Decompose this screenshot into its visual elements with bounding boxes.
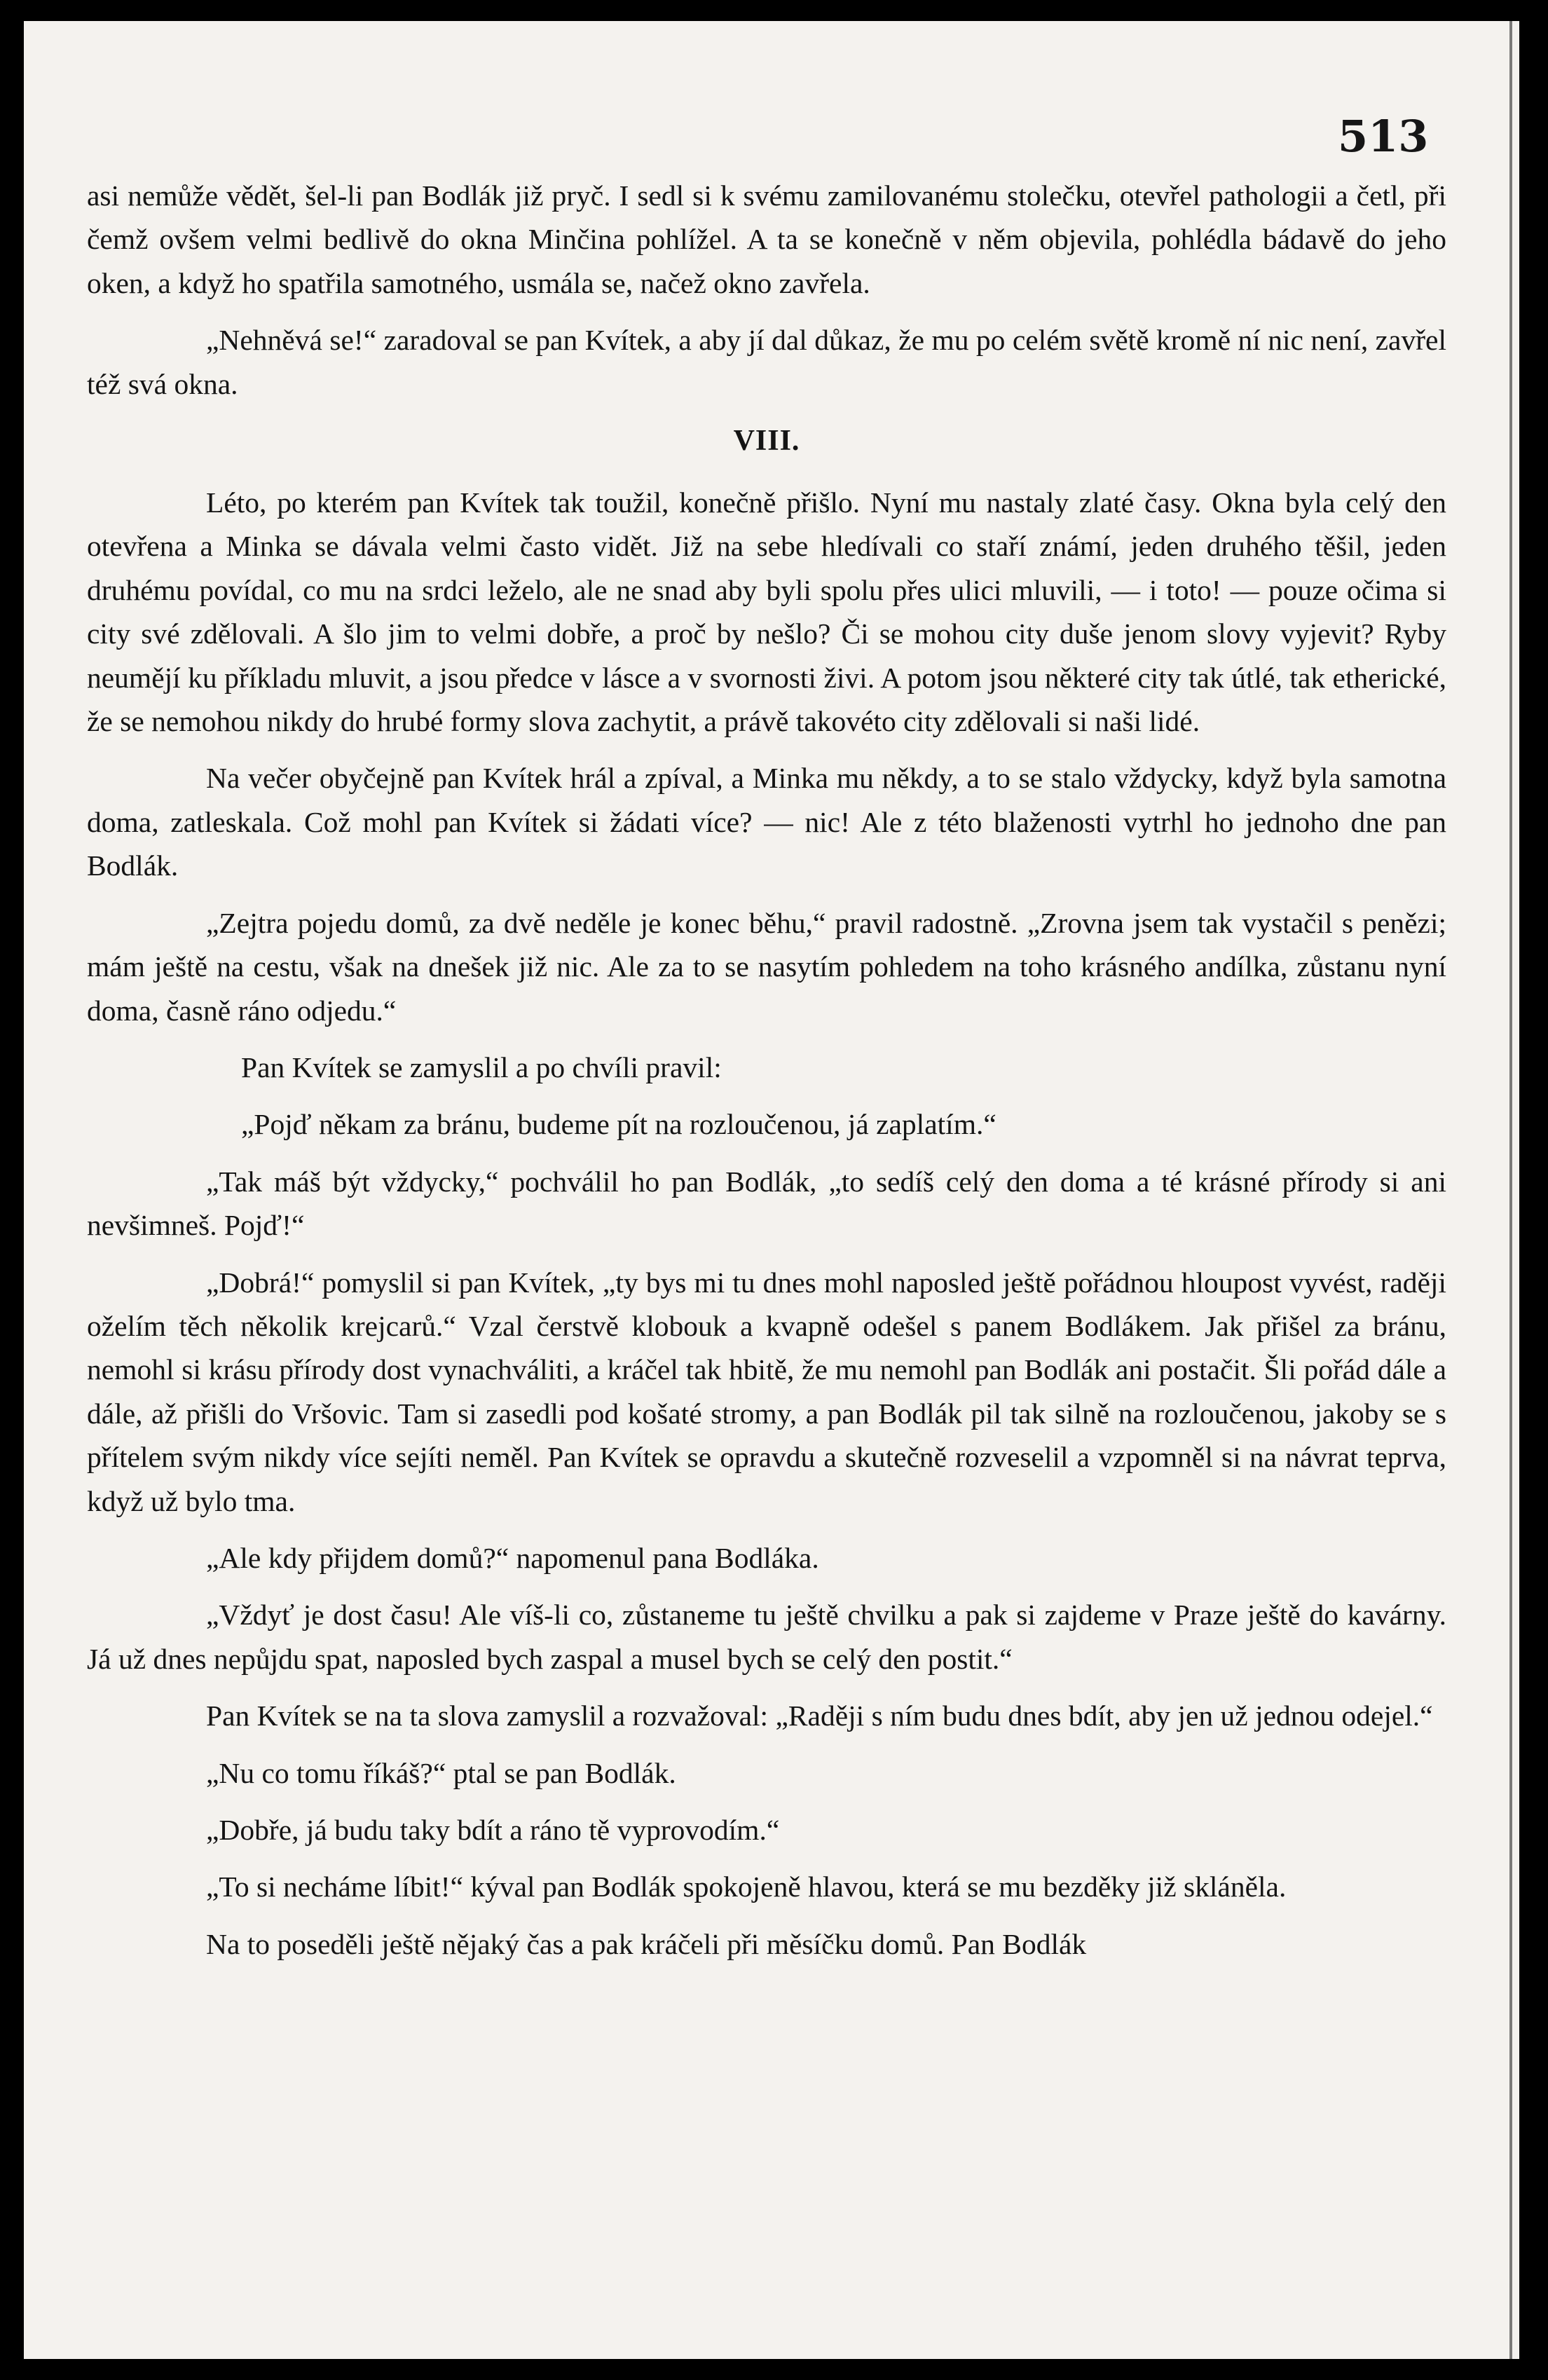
paragraph: Na večer obyčejně pan Kvítek hrál a zpíval, a Minka mu někdy, a to se stalo vždycky, když byla samotna doma, zatleskala. Což mohl pan Kvítek si žádati více? — nic! Ale z této blaženosti vytrhl ho jednoho dne pan Bodlák. [87, 762, 1446, 882]
paragraph: asi nemůže vědět, šel-li pan Bodlák již pryč. I sedl si k svému zamilovanému stolečku, otevřel pathologii a četl, při čemž ovšem velmi bedlivě do okna Minčina pohlížel. A ta se konečně v něm objevila, pohlédla bádavě do jeho oken, a když ho spatřila samotného, usmála se, načež okno zavřela. [87, 179, 1446, 299]
paragraph: „Nehněvá se!“ zaradoval se pan Kvítek, a aby jí dal důkaz, že mu po celém světě kromě ní nic není, zavřel též svá okna. [87, 324, 1446, 400]
page-number: 513 [1338, 111, 1429, 162]
chapter-heading: VIII. [733, 425, 800, 458]
paragraph: Pan Kvítek se na ta slova zamyslil a rozvažoval: „Raději s ním budu dnes bdít, aby jen už jednou odejel.“ [206, 1699, 1433, 1732]
paragraph: „Zejtra pojedu domů, za dvě neděle je konec běhu,“ pravil radostně. „Zrovna jsem tak vystačil s penězi; mám ještě na cestu, však na dnešek již nic. Ale za to se nasytím pohledem na toho krásného andílka, zůstanu nyní doma, časně ráno odjedu.“ [87, 906, 1446, 1027]
paragraph: Pan Kvítek se zamyslil a po chvíli pravil: [241, 1051, 722, 1083]
paragraph: „Tak máš být vždycky,“ pochválil ho pan Bodlák, „to sedíš celý den doma a té krásné přírody si ani nevšimneš. Pojď!“ [87, 1165, 1446, 1242]
page-text [87, 174, 1446, 1979]
paragraph: Léto, po kterém pan Kvítek tak toužil, konečně přišlo. Nyní mu nastaly zlaté časy. Okna byla celý den otevřena a Minka se dávala velmi často vidět. Již na sebe hledívali co staří známí, jeden druhého těšil, jeden druhému povídal, co mu na srdci leželo, ale ne snad aby byli spolu přes ulici mluvili, — i toto! — pouze očima si city své zdělovali. A šlo jim to velmi dobře, a proč by nešlo? Či se mohou city duše jenom slovy vyjevit? Ryby neumějí ku příkladu mluvit, a jsou předce v lásce a v svornosti živi. A potom jsou některé city tak útlé, tak etherické, že se nemohou nikdy do hrubé formy slova zachytit, a právě takovéto city zdělovali si naši lidé. [87, 486, 1446, 738]
paragraph: Na to poseděli ještě nějaký čas a pak kráčeli při měsíčku domů. Pan Bodlák [206, 1927, 1087, 1960]
book-page [24, 21, 1519, 2359]
paragraph: „Nu co tomu říkáš?“ ptal se pan Bodlák. [206, 1756, 676, 1789]
paragraph: „Dobrá!“ pomyslil si pan Kvítek, „ty bys mi tu dnes mohl naposled ještě pořádnou hloupost vyvést, raději oželím těch několik krejcarů.“ Vzal čerstvě klobouk a kvapně odešel s panem Bodlákem. Jak přišel za bránu, nemohl si krásu přírody dost vynachváliti, a kráčel tak hbitě, že mu nemohl pan Bodlák ani postačit. Šli pořád dále a dále, až přišli do Vršovic. Tam si zasedli pod košaté stromy, a pan Bodlák pil tak silně na rozloučenou, jakoby se s přítelem svým nikdy více sejíti neměl. Pan Kvítek se opravdu a skutečně rozveselil a vzpomněl si na návrat teprva, když už bylo tma. [87, 1266, 1446, 1517]
paragraph: „Ale kdy přijdem domů?“ napomenul pana Bodláka. [206, 1541, 819, 1574]
paragraph: „Pojď někam za bránu, budeme pít na rozloučenou, já zaplatím.“ [241, 1108, 996, 1141]
paragraph: „Dobře, já budu taky bdít a ráno tě vyprovodím.“ [206, 1814, 780, 1846]
paragraph: „Vždyť je dost času! Ale víš-li co, zůstaneme tu ještě chvilku a pak si zajdeme v Praze ještě do kavárny. Já už dnes nepůjdu spat, naposled bych zaspal a musel bych se celý den postit.“ [87, 1599, 1446, 1675]
paragraph: „To si necháme líbit!“ kýval pan Bodlák spokojeně hlavou, která se mu bezděky již skláněla. [206, 1871, 1287, 1903]
